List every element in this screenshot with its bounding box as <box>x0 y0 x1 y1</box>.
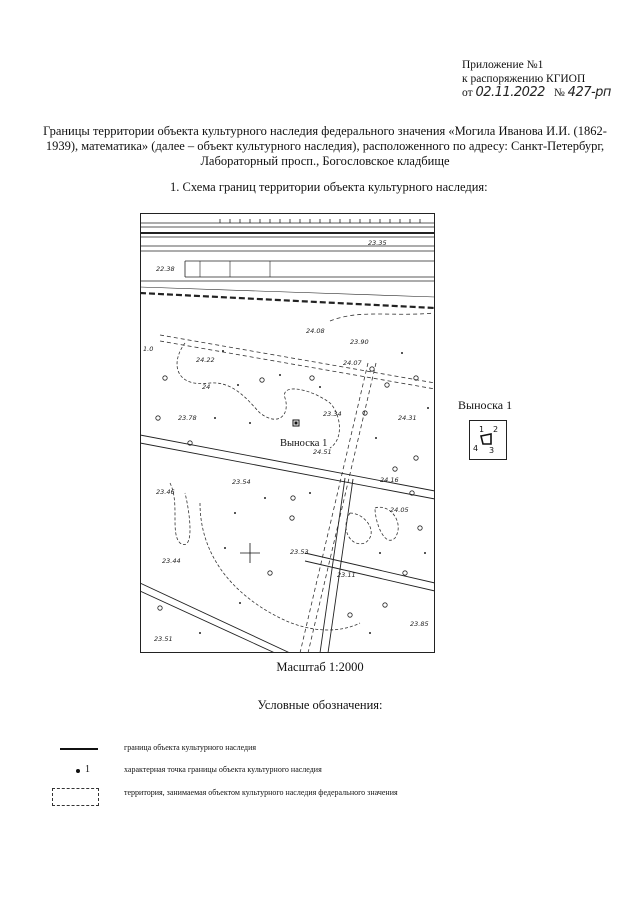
elevation-label: 24 <box>202 383 211 391</box>
handwritten-number: 427-рп <box>567 85 611 100</box>
map-scale: Масштаб 1:2000 <box>276 660 364 674</box>
legend-area-symbol <box>52 788 99 806</box>
elevation-label: 1.0 <box>143 345 154 353</box>
legend-item-point <box>60 764 540 778</box>
section-heading: 1. Схема границ территории объекта культурного наследия: <box>170 180 488 194</box>
elevation-label: 23.90 <box>350 338 369 346</box>
elevation-label: 24.16 <box>380 476 399 484</box>
elevation-label: 23.53 <box>290 548 309 556</box>
elevation-label: 23.85 <box>410 620 429 628</box>
elevation-label: 24.08 <box>306 327 325 335</box>
date-prefix: от <box>462 87 473 99</box>
handwritten-date: 02.11.2022 <box>475 85 545 100</box>
legend-line-symbol <box>60 748 98 750</box>
elevation-label: 22.38 <box>156 265 175 273</box>
elevation-label: 23.51 <box>154 635 173 643</box>
elevation-label: 24.22 <box>196 356 215 364</box>
elevation-label: 23.44 <box>162 557 181 565</box>
elevation-label: 24.05 <box>390 506 409 514</box>
callout-point-label: 4 <box>473 444 479 453</box>
elevation-label: 24.31 <box>398 414 417 422</box>
appendix-order: к распоряжению КГИОП <box>462 73 586 85</box>
callout-title: Выноска 1 <box>458 398 513 412</box>
elevation-label: 23.54 <box>232 478 251 486</box>
callout-detail <box>469 420 507 460</box>
elevation-label: 23.78 <box>178 414 197 422</box>
legend-title: Условные обозначения: <box>257 698 383 712</box>
elevation-label: 24.07 <box>343 359 362 367</box>
number-sign: № <box>553 87 565 99</box>
appendix-title: Приложение №1 <box>462 59 544 71</box>
elevation-label: 24.51 <box>313 448 332 456</box>
legend-point-label: 1 <box>85 764 90 775</box>
elevation-label: 23.34 <box>323 410 342 418</box>
appendix-header <box>462 58 611 100</box>
callout-point-label: 3 <box>489 446 495 455</box>
legend-item-boundary <box>60 742 540 756</box>
legend-text: граница объекта культурного наследия <box>124 743 257 752</box>
legend-item-area <box>52 786 542 806</box>
topographic-map <box>140 213 435 653</box>
elevation-label: 23.35 <box>368 239 387 247</box>
map-callout-label: Выноска 1 <box>280 438 328 449</box>
appendix-date-line <box>462 86 611 100</box>
callout-point-label: 2 <box>493 425 499 434</box>
legend-text: территория, занимаемая объектом культурного наследия федерального значения <box>124 788 398 797</box>
legend-text: характерная точка границы объекта культурного наследия <box>124 765 322 774</box>
legend-point-symbol <box>76 769 80 773</box>
document-title: Границы территории объекта культурного наследия федерального значения «Могила Иванова И.И. (1862-1939), математика» (далее – объект культурного наследия), расположенного по адресу: Санкт-Петербург, Лабораторный просп., Богословское кладбище <box>43 124 607 168</box>
elevation-label: 23.11 <box>337 571 356 579</box>
elevation-label: 23.46 <box>156 488 175 496</box>
callout-point-label: 1 <box>479 425 485 434</box>
